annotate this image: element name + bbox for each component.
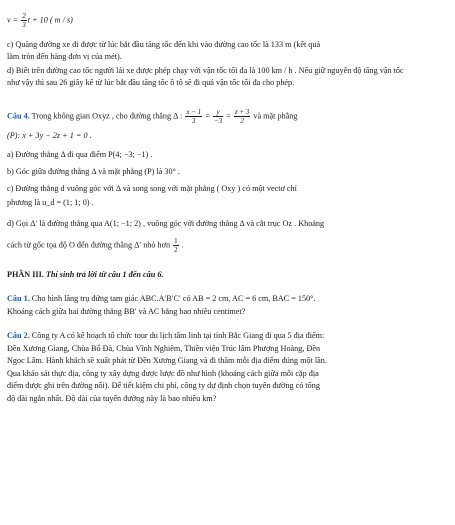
question-4-tail: và mặt phẳng bbox=[251, 111, 298, 121]
fraction-numerator: y bbox=[213, 108, 223, 117]
question-2-line2: Đền Xương Giang, Chùa Bổ Đà, Chùa Vĩnh Nghiêm, Thiền viện Trúc lâm Phượng Hoàng, Đền bbox=[7, 344, 321, 353]
fraction-numerator: z + 3 bbox=[234, 108, 250, 116]
equals-sign: = bbox=[224, 111, 233, 121]
question-1-text: Cho hình lăng trụ đứng tam giác ABC.A′B′C′ có AB = 2 cm, AC = 6 cm, BAC = 150°. bbox=[29, 294, 316, 303]
half-fraction bbox=[173, 237, 179, 254]
question-4-label: Câu 4. bbox=[7, 111, 30, 121]
fraction-denominator: 2 bbox=[174, 246, 178, 254]
part-c1-line1: c) Quãng đường xe đi được từ lúc bắt đầu tăng tốc đến khi vào đường cao tốc là 133 m (kết quả bbox=[7, 40, 321, 49]
part-d1-line2: như vậy thì sau 26 giây kể từ lúc bắt đầu tăng tốc ô tô sẽ đi quá vận tốc tối đa cho phép. bbox=[7, 78, 295, 87]
question-4-part-a: a) Đường thẳng Δ đi qua điểm P(4; −3; −1) . bbox=[7, 150, 153, 159]
fraction-denominator: 3 bbox=[192, 117, 196, 125]
velocity-fraction bbox=[21, 12, 27, 29]
question-2-line3: Ngọc Lâm. Hành khách sẽ xuất phát từ Đền Xương Giang và đi thăm mỗi địa điểm đúng một lần. bbox=[7, 356, 327, 365]
line-fraction-z bbox=[234, 108, 250, 125]
question-4-part-d-line1: d) Gọi Δ′ là đường thẳng qua A(1; −1; 2) , vuông góc với đường thẳng Δ và cắt trục Oz . Khoảng bbox=[7, 219, 325, 228]
part-d1-line1: d) Biết trên đường cao tốc người lái xe được phép chạy với vận tốc tối đa là 100 km / h . Nếu giữ nguyên độ tăng vận tốc bbox=[7, 66, 404, 75]
question-2-line5: điểm được ghi trên đường nối). Để tiết kiệm chi phí, công ty dự định chọn tuyến đường có tổng bbox=[7, 381, 320, 390]
question-4-intro: Trong không gian Oxyz , cho đường thẳng Δ : bbox=[29, 111, 185, 121]
part-3-heading bbox=[7, 270, 163, 280]
question-1-line2: Khoảng cách giữa hai đường thẳng BB′ và AC bằng bao nhiêu centimet? bbox=[7, 307, 246, 316]
fraction-denominator: 2 bbox=[240, 117, 244, 125]
question-1-line1 bbox=[7, 294, 316, 304]
part-c1-line2: làm tròn đến hàng đơn vị của mét). bbox=[7, 52, 122, 61]
fraction-numerator: 1 bbox=[174, 237, 178, 245]
part-3-label: PHẦN III. bbox=[7, 270, 44, 279]
velocity-prefix: v = bbox=[7, 15, 21, 25]
fraction-numerator: x − 1 bbox=[186, 108, 202, 116]
fraction-denominator: 3 bbox=[22, 21, 26, 29]
part-d-text: cách từ gốc tọa độ O đến đường thẳng Δ′ nhỏ hơn bbox=[7, 240, 173, 250]
question-2-line6: độ dài ngắn nhất. Độ dài của tuyến đường này là bao nhiêu km? bbox=[7, 394, 217, 403]
question-4-header bbox=[7, 108, 297, 125]
question-2-label: Câu 2. bbox=[7, 331, 30, 340]
question-2-line1 bbox=[7, 331, 324, 341]
question-4-part-d-line2 bbox=[7, 237, 184, 254]
question-4-part-b: b) Góc giữa đường thẳng Δ và mặt phẳng (P) là 30° . bbox=[7, 167, 180, 176]
plane-equation: (P): x + 3y − 2z + 1 = 0 . bbox=[7, 131, 92, 140]
part-3-title: Thí sinh trả lời từ câu 1 đến câu 6. bbox=[43, 270, 164, 279]
question-2-line4: Qua khảo sát thực địa, công ty xây dựng được lược đồ như hình (khoảng cách giữa mỗi cặp địa bbox=[7, 369, 319, 378]
velocity-formula bbox=[7, 12, 73, 29]
fraction-denominator: −3 bbox=[213, 117, 223, 125]
velocity-suffix: t + 10 ( m / s) bbox=[27, 15, 73, 25]
fraction-numerator: 2 bbox=[22, 12, 26, 20]
equals-sign: = bbox=[203, 111, 212, 121]
question-1-label: Câu 1. bbox=[7, 294, 30, 303]
question-4-part-c-line2: phương là u_d = (1; 1; 0) . bbox=[7, 198, 94, 207]
line-fraction-x bbox=[185, 108, 202, 125]
question-2-text: Công ty A có kế hoạch tổ chức tour du lịch tâm linh tại tỉnh Bắc Giang đi qua 5 địa điểm: bbox=[29, 331, 325, 340]
line-fraction-y bbox=[213, 108, 223, 125]
question-4-part-c-line1: c) Đường thẳng d vuông góc với Δ và song song với mặt phẳng ( Oxy ) có một vectơ chỉ bbox=[7, 184, 297, 193]
part-d-end: . bbox=[179, 240, 184, 250]
